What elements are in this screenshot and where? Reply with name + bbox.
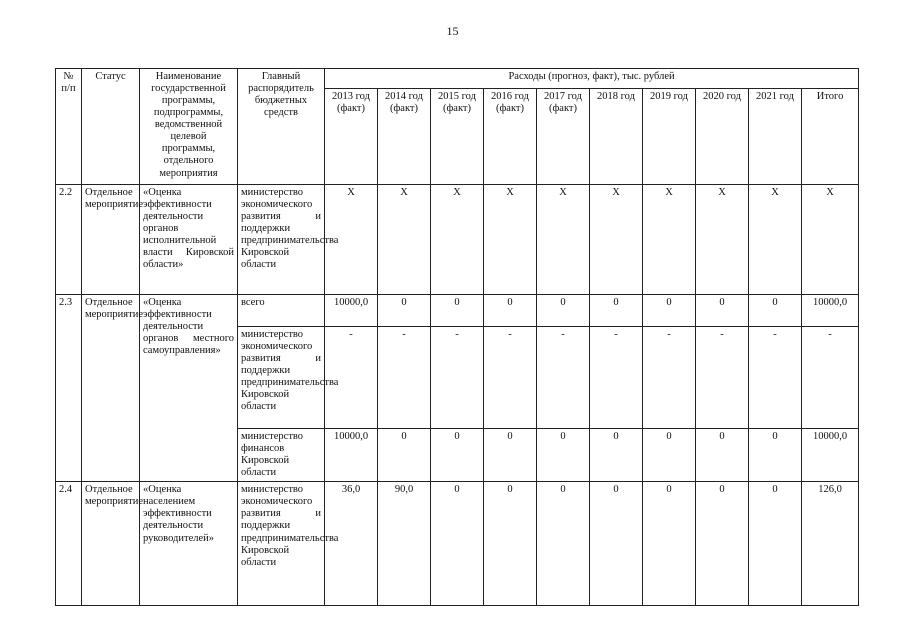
value-cell: - bbox=[749, 327, 802, 429]
total-cell: 10000,0 bbox=[802, 429, 859, 482]
total-cell: Х bbox=[802, 185, 859, 295]
header-manager: Главный распорядитель бюджетных средств bbox=[238, 69, 325, 185]
total-cell: 10000,0 bbox=[802, 295, 859, 327]
value-cell: - bbox=[590, 327, 643, 429]
value-cell: 10000,0 bbox=[325, 429, 378, 482]
value-cell: Х bbox=[484, 185, 537, 295]
value-cell: 0 bbox=[749, 482, 802, 606]
value-cell: 0 bbox=[431, 429, 484, 482]
value-cell: - bbox=[696, 327, 749, 429]
value-cell: 0 bbox=[431, 295, 484, 327]
row-name: «Оценка эффективности деятельности органов местного самоуправления» bbox=[140, 295, 238, 482]
header-year: 2015 год (факт) bbox=[431, 89, 484, 185]
value-cell: 0 bbox=[537, 429, 590, 482]
value-cell: 0 bbox=[696, 482, 749, 606]
value-cell: 0 bbox=[643, 482, 696, 606]
value-cell: - bbox=[378, 327, 431, 429]
table-row bbox=[56, 482, 859, 606]
value-cell: - bbox=[325, 327, 378, 429]
value-cell: 0 bbox=[431, 482, 484, 606]
header-expenses: Расходы (прогноз, факт), тыс. рублей bbox=[325, 69, 859, 89]
value-cell: 0 bbox=[378, 429, 431, 482]
value-cell: Х bbox=[431, 185, 484, 295]
table-row bbox=[56, 185, 859, 295]
row-manager: министерство экономического развития и поддержки предпринимательства Кировской области bbox=[238, 185, 325, 295]
row-num: 2.4 bbox=[56, 482, 82, 606]
value-cell: 0 bbox=[643, 295, 696, 327]
value-cell: Х bbox=[696, 185, 749, 295]
value-cell: 10000,0 bbox=[325, 295, 378, 327]
value-cell: 0 bbox=[643, 429, 696, 482]
value-cell: 0 bbox=[537, 482, 590, 606]
page-number: 15 bbox=[446, 24, 459, 38]
value-cell: 0 bbox=[484, 429, 537, 482]
header-name: Наименование государственной программы, подпрограммы, ведомственной целевой программы, отдельного мероприятия bbox=[140, 69, 238, 185]
value-cell: Х bbox=[378, 185, 431, 295]
row-status: Отдельное мероприятие bbox=[82, 185, 140, 295]
value-cell: - bbox=[484, 327, 537, 429]
value-cell: 0 bbox=[484, 295, 537, 327]
value-cell: Х bbox=[325, 185, 378, 295]
value-cell: - bbox=[643, 327, 696, 429]
header-year: 2017 год (факт) bbox=[537, 89, 590, 185]
header-year: 2013 год (факт) bbox=[325, 89, 378, 185]
value-cell: 0 bbox=[749, 429, 802, 482]
header-status: Статус bbox=[82, 69, 140, 185]
header-total: Итого bbox=[802, 89, 859, 185]
value-cell: 0 bbox=[537, 295, 590, 327]
value-cell: 0 bbox=[378, 295, 431, 327]
total-cell: 126,0 bbox=[802, 482, 859, 606]
value-cell: - bbox=[431, 327, 484, 429]
row-manager: министерство экономического развития и поддержки предпринимательства Кировской области bbox=[238, 327, 325, 429]
value-cell: 0 bbox=[590, 482, 643, 606]
value-cell: Х bbox=[749, 185, 802, 295]
value-cell: 90,0 bbox=[378, 482, 431, 606]
header-year: 2020 год bbox=[696, 89, 749, 185]
value-cell: 0 bbox=[590, 429, 643, 482]
row-num: 2.3 bbox=[56, 295, 82, 482]
value-cell: 0 bbox=[749, 295, 802, 327]
total-cell: - bbox=[802, 327, 859, 429]
header-year: 2021 год bbox=[749, 89, 802, 185]
header-year: 2018 год bbox=[590, 89, 643, 185]
header-year: 2019 год bbox=[643, 89, 696, 185]
row-manager: всего bbox=[238, 295, 325, 327]
value-cell: 0 bbox=[590, 295, 643, 327]
row-manager: министерство экономического развития и поддержки предпринимательства Кировской области bbox=[238, 482, 325, 606]
row-manager: министерство финансов Кировской области bbox=[238, 429, 325, 482]
header-num: № п/п bbox=[56, 69, 82, 185]
row-status: Отдельное мероприятие bbox=[82, 482, 140, 606]
expenses-table bbox=[55, 68, 859, 606]
value-cell: Х bbox=[643, 185, 696, 295]
header-year: 2016 год (факт) bbox=[484, 89, 537, 185]
value-cell: 0 bbox=[696, 429, 749, 482]
row-status: Отдельное мероприятие bbox=[82, 295, 140, 482]
value-cell: Х bbox=[537, 185, 590, 295]
row-num: 2.2 bbox=[56, 185, 82, 295]
header-year: 2014 год (факт) bbox=[378, 89, 431, 185]
value-cell: 0 bbox=[696, 295, 749, 327]
row-name: «Оценка эффективности деятельности органов исполнительной власти Кировской области» bbox=[140, 185, 238, 295]
value-cell: Х bbox=[590, 185, 643, 295]
table-row bbox=[56, 295, 859, 327]
row-name: «Оценка населением эффективности деятельности руководителей» bbox=[140, 482, 238, 606]
value-cell: 0 bbox=[484, 482, 537, 606]
value-cell: - bbox=[537, 327, 590, 429]
value-cell: 36,0 bbox=[325, 482, 378, 606]
